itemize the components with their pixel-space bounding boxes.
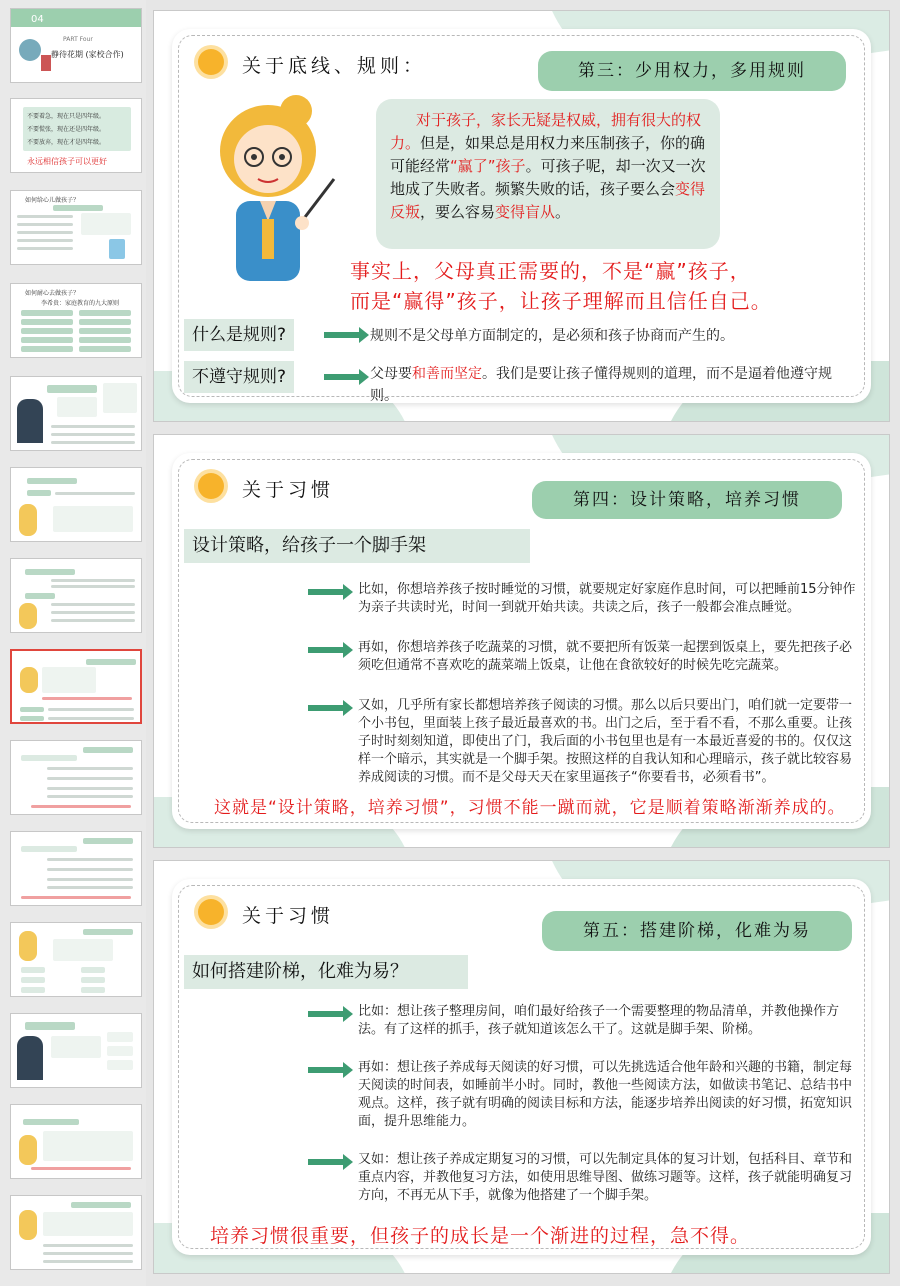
thumbnail-3[interactable] — [10, 190, 142, 265]
question-label-rules: 什么是规则? — [184, 319, 294, 351]
key-point-line-1: 事实上，父母真正需要的，不是“赢”孩子， — [350, 259, 751, 283]
subtitle-band: 设计策略，给孩子一个脚手架 — [184, 529, 530, 563]
thumbnail-13[interactable] — [10, 1104, 142, 1179]
thumb-title: 如何耐心去做孩子？ — [25, 290, 80, 297]
speaker-photo — [17, 399, 43, 443]
thumbnail-1[interactable] — [10, 8, 142, 83]
thumbnail-5[interactable] — [10, 376, 142, 451]
thumb-line-3: 不要放弃，现在才是四年级。 — [27, 139, 106, 146]
arrow-right-icon — [308, 647, 344, 653]
thumbnail-7[interactable] — [10, 558, 142, 633]
section-title: 关于底线、规则： — [242, 55, 427, 77]
slide-habits-strategy — [153, 434, 890, 848]
speaker-photo — [17, 1036, 43, 1080]
thumb-line-2: 不要慌张，现在还是四年级。 — [27, 126, 106, 133]
example-tidying: 比如：想让孩子整理房间，咱们最好给孩子一个需要整理的物品清单，并教他操作方法。有了这样的抓手，孩子就知道该怎么干了。这就是脚手架、阶梯。 — [358, 1004, 840, 1037]
sun-icon — [198, 49, 224, 75]
thumb-footer: 永远相信孩子可以更好 — [27, 157, 107, 166]
arrow-right-icon — [308, 1011, 344, 1017]
example-review: 又如：想让孩子养成定期复习的习惯，可以先制定具体的复习计划，包括科目、章节和重点内容，并教他复习方法，如使用思维导图、做练习题等。这样，孩子就能明确复习方向，不再无从下手，就像为他搭建了一个脚手架。 — [358, 1152, 853, 1203]
bubble-text-red: 变得盲从 — [495, 203, 556, 221]
thumb-subtitle: PART Four — [63, 36, 93, 43]
example-vegetables: 再如，你想培养孩子吃蔬菜的习惯，就不要把所有饭菜一起摆到饭桌上，要先把孩子必须吃但通常不喜欢吃的蔬菜端上饭桌，让他在食欲较好的时候先吃完蔬菜。 — [358, 640, 853, 673]
slide-thumbnail-panel — [0, 0, 146, 1286]
principle-pill: 第五：搭建阶梯，化难为易 — [542, 911, 852, 951]
bubble-text: 但是，如果总是用权力来压制孩子，你的确可能经常 — [390, 134, 706, 175]
thumbnail-11[interactable] — [10, 922, 142, 997]
thumb-title: 如何给心儿做孩子？ — [25, 197, 80, 204]
books-icon — [41, 55, 51, 71]
sun-icon — [198, 899, 224, 925]
arrow-right-icon — [308, 589, 344, 595]
thumb-number: 04 — [31, 14, 44, 25]
thumb-title: 静待花期 (家校合作) — [51, 50, 124, 59]
bubble-text: ，要么容易 — [420, 203, 496, 221]
thumbnail-8-current[interactable] — [10, 649, 142, 724]
globe-icon — [19, 39, 41, 61]
bubble-text: 。 — [555, 203, 571, 221]
key-point-line-2: 而是“赢得”孩子，让孩子理解而且信任自己。 — [350, 289, 772, 313]
example-reading: 再如：想让孩子养成每天阅读的好习惯，可以先挑选适合他年龄和兴趣的书籍，制定每天阅读的时间表，如睡前半小时。同时，教他一些阅读方法，如做读书笔记、总结书中观点。这样，孩子就有明确的阅读目标和方法，能逐步培养出阅读的好习惯，拓宽知识面，提升思维能力。 — [358, 1060, 853, 1129]
section-title: 关于习惯 — [242, 479, 335, 501]
thumbnail-14[interactable] — [10, 1195, 142, 1270]
answer-noncompliance: 父母要和善而坚定。我们是要让孩子懂得规则的道理，而不是逼着他遵守规则。 — [370, 366, 832, 404]
example-reading: 又如，几乎所有家长都想培养孩子阅读的习惯。那么以后只要出门，咱们就一定要带一个小书包，里面装上孩子最近最喜欢的书。出门之后，至于看不看，不那么重要。让孩子时时刻刻知道，即使出了门，我后面的小书包里也是有一本最近喜爱的书的。仅仅这样一个暗示，其实就是一个脚手架。按照这样的自我认知和心理暗示，孩子就比较容易养成阅读的习惯。而不是父母天天在家里逼孩子“你要看书，必须看书”。 — [358, 698, 853, 785]
thumbnail-10[interactable] — [10, 831, 142, 906]
example-sleep: 比如，你想培养孩子按时睡觉的习惯，就要规定好家庭作息时间，可以把睡前15分钟作为亲子共读时光，时间一到就开始共读。共读之后，孩子一般都会准点睡觉。 — [358, 582, 856, 615]
slide-habits-steps — [153, 860, 890, 1274]
thumb-line-1: 不要着急，现在只是四年级。 — [27, 113, 106, 120]
thumbnail-12[interactable] — [10, 1013, 142, 1088]
thumb-subtitle: 李希贵：家庭教育的九大原则 — [41, 300, 120, 307]
bubble-text: 。可孩子呢，却一次又一次地成了失败者。频繁失败的话，孩子要么会 — [390, 157, 706, 198]
teacher-cartoon-icon — [206, 91, 346, 291]
thumbnail-9[interactable] — [10, 740, 142, 815]
answer-rules: 规则不是父母单方面制定的，是必须和孩子协商而产生的。 — [370, 328, 734, 344]
thumbnail-4[interactable] — [10, 283, 142, 358]
sun-icon — [198, 473, 224, 499]
arrow-right-icon — [324, 374, 360, 380]
thumbnail-6[interactable] — [10, 467, 142, 542]
bubble-text-red: “赢了”孩子 — [450, 157, 526, 175]
principle-pill: 第四：设计策略，培养习惯 — [532, 481, 842, 519]
slide-rules — [153, 10, 890, 422]
explanation-bubble — [376, 99, 720, 249]
teacher-cartoon-icon — [19, 504, 37, 536]
question-label-noncompliance: 不遵守规则? — [184, 361, 294, 393]
bubble-text-red: 变得反叛 — [390, 180, 706, 221]
arrow-right-icon — [308, 705, 344, 711]
section-title: 关于习惯 — [242, 905, 335, 927]
subtitle-band: 如何搭建阶梯，化难为易？ — [184, 955, 468, 989]
principle-pill: 第三：少用权力，多用规则 — [538, 51, 846, 91]
thumbnail-2[interactable] — [10, 98, 142, 173]
arrow-right-icon — [324, 332, 360, 338]
summary-line: 这就是“设计策略，培养习惯”，习惯不能一蹴而就，它是顺着策略渐渐养成的。 — [214, 798, 846, 818]
arrow-right-icon — [308, 1159, 344, 1165]
summary-line: 培养习惯很重要，但孩子的成长是一个渐进的过程，急不得。 — [210, 1225, 751, 1247]
arrow-right-icon — [308, 1067, 344, 1073]
bubble-text-red: 对于孩子，家长无疑是权威，拥有很大的权力。 — [390, 111, 702, 152]
